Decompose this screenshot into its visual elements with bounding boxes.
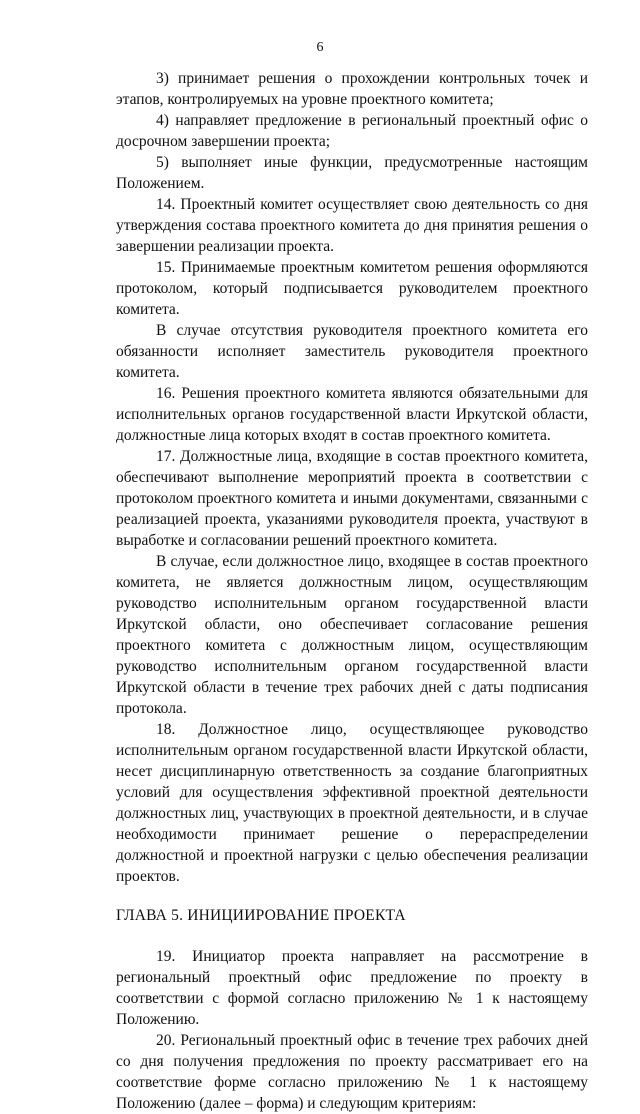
paragraph-item-4: 4) направляет предложение в региональный проектный офис о досрочном завершении проекта;	[116, 112, 588, 150]
paragraph-15-absence: В случае отсутствия руководителя проектного комитета его обязанности исполняет заместитель руководителя проектного комитета.	[116, 322, 588, 381]
paragraph-18: 18. Должностное лицо, осуществляющее руководство исполнительным органом государственной власти Иркутской области, несет дисциплинарную ответственность за создание благоприятных условий для осуществления эффективной проектной деятельности должностных лиц, участвующих в проектной деятельности, и в случае необходимости принимает решение о перераспределении должностной и проектной нагрузки с целью обеспечения реализации проектов.	[116, 721, 588, 885]
paragraph-item-3: 3) принимает решения о прохождении контрольных точек и этапов, контролируемых на уровне проектного комитета;	[116, 70, 588, 108]
paragraph-16: 16. Решения проектного комитета являются обязательными для исполнительных органов государственной власти Иркутской области, должностные лица которых входят в состав проектного комитета.	[116, 385, 588, 444]
paragraph-17-case: В случае, если должностное лицо, входящее в состав проектного комитета, не является должностным лицом, осуществляющим руководство исполнительным органом государственной власти Иркутской области, оно обеспечивает согласование решения проектного комитета с должностным лицом, осуществляющим руководство исполнительным органом государственной власти Иркутской области в течение трех рабочих дней с даты подписания протокола.	[116, 553, 588, 717]
page-number: 6	[316, 40, 324, 55]
paragraph-15: 15. Принимаемые проектным комитетом решения оформляются протоколом, который подписывается руководителем проектного комитета.	[116, 259, 588, 318]
chapter-heading: ГЛАВА 5. ИНИЦИИРОВАНИЕ ПРОЕКТА	[116, 907, 406, 924]
paragraph-17: 17. Должностные лица, входящие в состав проектного комитета, обеспечивают выполнение мероприятий проекта в соответствии с протоколом проектного комитета и иными документами, связанными с реализацией проекта, указаниями руководителя проекта, участвуют в выработке и согласовании решений проектного комитета.	[116, 448, 588, 549]
paragraph-item-5: 5) выполняет иные функции, предусмотренные настоящим Положением.	[116, 154, 588, 192]
document-body	[116, 68, 588, 1114]
paragraph-14: 14. Проектный комитет осуществляет свою деятельность со дня утверждения состава проектного комитета до дня принятия решения о завершении реализации проекта.	[116, 196, 588, 255]
paragraph-19: 19. Инициатор проекта направляет на рассмотрение в региональный проектный офис предложение по проекту в соответствии с формой согласно приложению № 1 к настоящему Положению.	[116, 948, 588, 1028]
paragraph-20: 20. Региональный проектный офис в течение трех рабочих дней со дня получения предложения по проекту рассматривает его на соответствие форме согласно приложению № 1 к настоящему Положению (далее – форма) и следующим критериям:	[116, 1032, 588, 1112]
